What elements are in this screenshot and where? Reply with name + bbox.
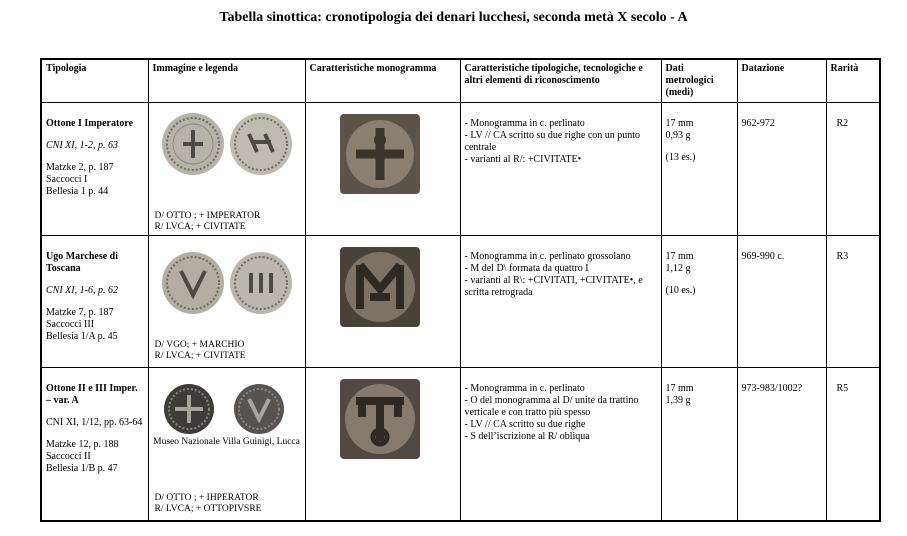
- ref-matzke: Matzke 2, p. 187: [46, 162, 114, 173]
- coin-reverse-image: [229, 112, 293, 176]
- rarity-value: R3: [836, 251, 849, 262]
- features-cell: [460, 236, 661, 368]
- metrology-cell: [661, 103, 737, 236]
- table-row: [41, 368, 880, 522]
- page-title: Tabella sinottica: cronotipologia dei denari lucchesi, seconda metà X secolo - A: [219, 10, 688, 25]
- header-rarita: Rarità: [826, 59, 880, 103]
- rarity-cell: [826, 103, 880, 236]
- feature-item: - LV // CA scritto su due righe con un punto centrale: [464, 130, 641, 153]
- diameter: 17 mm: [665, 383, 694, 394]
- image-cell: [148, 368, 305, 522]
- rarity-value: R5: [836, 383, 849, 394]
- ref-bellesia: Bellesia 1/A p. 45: [46, 331, 118, 342]
- metrology-cell: [661, 368, 737, 522]
- ref-saccocci: Saccocci III: [46, 319, 95, 330]
- type-name: Ugo Marchese di Toscana: [46, 251, 119, 274]
- ref-saccocci: Saccocci I: [46, 174, 88, 185]
- feature-item: - S dell’iscrizione al R/ obliqua: [464, 431, 590, 442]
- type-name: Ottone II e III Imper. – var. A: [46, 383, 138, 406]
- metrology-cell: [661, 236, 737, 368]
- tipologia-cell: [41, 236, 148, 368]
- date-cell: [737, 236, 826, 368]
- synoptic-table: [40, 58, 881, 522]
- feature-item: - Monogramma in c. perlinato: [464, 118, 585, 129]
- cni-ref: CNI XI, 1/12, pp. 63-64: [46, 417, 143, 428]
- date-value: 973-983/1002?: [741, 383, 803, 394]
- date-cell: [737, 368, 826, 522]
- feature-item: - Monogramma in c. perlinato grossolano: [464, 251, 631, 262]
- feature-item: - M del D\ formata da quattro I: [464, 263, 589, 274]
- header-immagine: Immagine e legenda: [148, 59, 305, 103]
- feature-item: - varianti al R\: +CIVITATI, +CIVITATE•, e scritta retrograda: [464, 275, 643, 298]
- ref-bellesia: Bellesia 1 p. 44: [46, 186, 109, 197]
- coin-obverse-image: [163, 383, 215, 435]
- header-datazione: Datazione: [737, 59, 826, 103]
- image-cell: [148, 103, 305, 236]
- monogram-image: [340, 247, 420, 327]
- weight: 0,93 g: [665, 130, 691, 141]
- tipologia-cell: [41, 103, 148, 236]
- coin-obverse-image: [161, 251, 225, 315]
- header-row: [41, 59, 880, 103]
- specimen-count: (10 es.): [665, 285, 696, 296]
- table-row: [41, 236, 880, 368]
- legend-reverse: R/ LVCA; + CIVITATE: [154, 351, 246, 361]
- legend-reverse: R/ LVCA; + OTTOPIVSRE: [154, 504, 262, 514]
- diameter: 17 mm: [665, 118, 694, 129]
- features-cell: [460, 368, 661, 522]
- legend-obverse: D/ OTTO ; + IHPERATOR: [154, 493, 259, 503]
- coin-obverse-image: [161, 112, 225, 176]
- date-value: 969-990 c.: [741, 251, 785, 262]
- cni-ref: CNI XI, 1-6, p. 62: [46, 285, 118, 296]
- coin-reverse-image: [229, 251, 293, 315]
- type-name: Ottone I Imperatore: [46, 118, 134, 129]
- legend-reverse: R/ LVCA; + CIVITATE: [154, 222, 246, 232]
- image-cell: [148, 236, 305, 368]
- date-cell: [737, 103, 826, 236]
- rarity-cell: [826, 236, 880, 368]
- diameter: 17 mm: [665, 251, 694, 262]
- coin-reverse-image: [233, 383, 285, 435]
- ref-matzke: Matzke 12, p. 188: [46, 439, 119, 450]
- ref-matzke: Matzke 7, p. 187: [46, 307, 114, 318]
- specimen-count: (13 es.): [665, 152, 696, 163]
- feature-item: - Monogramma in c. perlinato: [464, 383, 585, 394]
- cni-ref: CNI XI, 1-2, p. 63: [46, 140, 118, 151]
- header-dati: Dati metrologici (medi): [661, 59, 737, 103]
- rarity-cell: [826, 368, 880, 522]
- features-cell: [460, 103, 661, 236]
- monogram-image: [340, 379, 420, 459]
- ref-bellesia: Bellesia 1/B p. 47: [46, 463, 118, 474]
- monogram-image: [340, 114, 420, 194]
- monogram-cell: [305, 236, 460, 368]
- feature-item: - LV // CA scritto su due righe: [464, 419, 586, 430]
- ref-saccocci: Saccocci II: [46, 451, 91, 462]
- weight: 1,39 g: [665, 395, 691, 406]
- table-row: [41, 103, 880, 236]
- monogram-cell: [305, 103, 460, 236]
- feature-item: - O del monogramma al D/ unite da trattino verticale e con tratto più spesso: [464, 395, 639, 418]
- header-tipologia: Tipologia: [41, 59, 148, 103]
- feature-item: - varianti al R/: +CIVITATE•: [464, 154, 582, 165]
- tipologia-cell: [41, 368, 148, 522]
- rarity-value: R2: [836, 118, 849, 129]
- legend-obverse: D/ VGO; + MARCHIO: [154, 340, 245, 350]
- header-monogramma: Caratteristiche monogramma: [305, 59, 460, 103]
- date-value: 962-972: [741, 118, 775, 129]
- weight: 1,12 g: [665, 263, 691, 274]
- monogram-cell: [305, 368, 460, 522]
- museum-caption: Museo Nazionale Villa Guinigi, Lucca: [153, 437, 300, 447]
- header-caratteristiche: Caratteristiche tipologiche, tecnologiche e altri elementi di riconoscimento: [460, 59, 661, 103]
- legend-obverse: D/ OTTO ; + IMPERATOR: [154, 211, 261, 221]
